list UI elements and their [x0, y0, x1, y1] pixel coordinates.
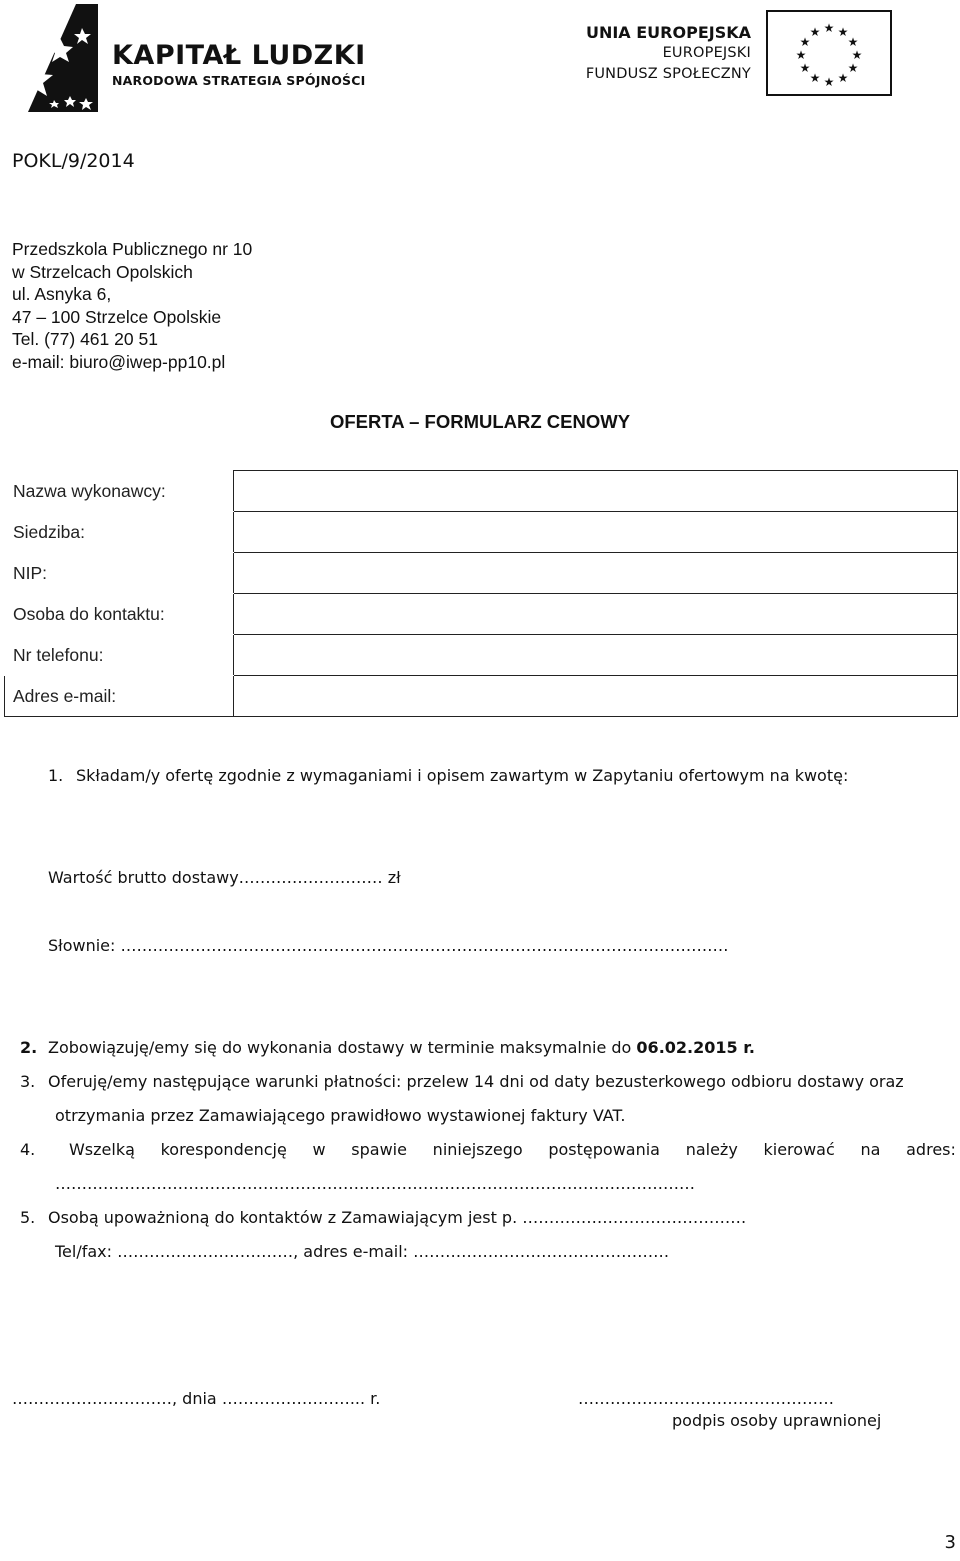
item-4-word: kierować: [763, 1140, 835, 1159]
email-field[interactable]: [234, 676, 958, 717]
email-label: , adres e-mail:: [293, 1242, 409, 1261]
phone-field[interactable]: [234, 635, 958, 676]
seat-field[interactable]: [234, 512, 958, 553]
item-number: 1.: [48, 766, 64, 785]
item-number: 2.: [20, 1038, 38, 1057]
signature-label: podpis osoby uprawnionej: [672, 1411, 882, 1430]
table-row: [5, 553, 958, 594]
delivery-deadline: 06.02.2015 r.: [636, 1038, 755, 1057]
field-label: NIP:: [5, 553, 234, 594]
correspondence-address-input[interactable]: …………………………………………………………………………………………………………: [55, 1174, 695, 1193]
in-words-input[interactable]: ……………………………………………………………………………………………………: [120, 936, 729, 955]
place-input[interactable]: …………………………: [12, 1389, 172, 1408]
address-line: e-mail: biuro@iwep-pp10.pl: [12, 351, 226, 372]
item-number: 3.: [20, 1072, 36, 1091]
gross-value-label: Wartość brutto dostawy: [48, 868, 239, 887]
svg-text:★: ★: [799, 35, 811, 49]
contact-line: [55, 1242, 669, 1261]
item-text: Zobowiązuję/emy się do wykonania dostawy w terminie maksymalnie do: [48, 1038, 632, 1057]
item-4-word: niniejszego: [432, 1140, 523, 1159]
svg-text:★: ★: [837, 71, 849, 85]
field-label: Adres e-mail:: [5, 676, 234, 717]
item-4-word: postępowania: [548, 1140, 660, 1159]
item-4: [20, 1140, 956, 1159]
kapital-ludzki-title: KAPITAŁ LUDZKI: [112, 40, 366, 71]
table-row: [5, 635, 958, 676]
item-number: 5.: [20, 1208, 36, 1227]
table-row: [5, 594, 958, 635]
recipient-address: [12, 238, 252, 374]
nip-field[interactable]: [234, 553, 958, 594]
kapital-ludzki-subtitle: NARODOWA STRATEGIA SPÓJNOŚCI: [112, 73, 366, 88]
year-suffix: . r.: [359, 1389, 381, 1408]
item-4-word: należy: [685, 1140, 738, 1159]
item-1: [48, 766, 848, 785]
svg-text:★: ★: [799, 61, 811, 75]
authorized-person-input[interactable]: ……………………………………: [522, 1208, 747, 1227]
item-3-continued: otrzymania przez Zamawiającego prawidłowo wystawionej faktury VAT.: [55, 1106, 626, 1125]
item-5: [20, 1208, 746, 1227]
contact-email-input[interactable]: …………………………………………: [413, 1242, 670, 1261]
item-4-word: w: [312, 1140, 326, 1159]
date-label: , dnia: [172, 1389, 217, 1408]
item-4-word: na: [860, 1140, 881, 1159]
address-line: Przedszkola Publicznego nr 10: [12, 239, 253, 259]
item-4-word: adres:: [906, 1140, 956, 1159]
signature-input[interactable]: …………………………………………: [578, 1389, 834, 1408]
field-label: Nr telefonu:: [5, 635, 234, 676]
page-number: 3: [944, 1532, 956, 1553]
place-date-line: [12, 1389, 380, 1408]
address-line: 47 – 100 Strzelce Opolskie: [12, 306, 222, 327]
item-number: 4.: [20, 1140, 36, 1159]
field-label: Siedziba:: [5, 512, 234, 553]
svg-text:★: ★: [847, 61, 859, 75]
gross-value-line: [48, 868, 401, 887]
svg-text:★: ★: [851, 48, 863, 62]
item-text: Składam/y ofertę zgodnie z wymaganiami i opisem zawartym w Zapytaniu ofertowym na kwotę:: [76, 766, 849, 785]
svg-text:★: ★: [847, 35, 859, 49]
item-text: Osobą upoważnioną do kontaktów z Zamawiającym jest p.: [48, 1208, 518, 1227]
item-text: Oferuję/emy następujące warunki płatności: przelew 14 dni od daty bezusterkowego odbioru dostawy oraz: [48, 1072, 904, 1091]
contractor-fields-table: [4, 470, 958, 717]
item-2: [20, 1038, 755, 1057]
svg-text:★: ★: [823, 75, 835, 89]
address-line: w Strzelcach Opolskich: [12, 261, 193, 282]
telfax-label: Tel/fax:: [55, 1242, 113, 1261]
kapital-ludzki-emblem-icon: [14, 4, 114, 114]
eu-line-3: FUNDUSZ SPOŁECZNY: [585, 66, 751, 82]
currency-label: zł: [387, 868, 401, 887]
reference-number: POKL/9/2014: [12, 150, 135, 172]
eu-flag-icon: [766, 10, 892, 96]
contractor-name-field[interactable]: [234, 471, 958, 512]
telfax-input[interactable]: ……………………………: [117, 1242, 294, 1261]
in-words-label: Słownie:: [48, 936, 116, 955]
table-row: [5, 512, 958, 553]
eu-line-2: EUROPEJSKI: [662, 45, 751, 61]
item-4-word: Wszelką: [68, 1140, 135, 1159]
item-4-word: korespondencję: [160, 1140, 287, 1159]
eu-logo-text: [585, 22, 751, 85]
field-label: Osoba do kontaktu:: [5, 594, 234, 635]
contact-person-field[interactable]: [234, 594, 958, 635]
table-row: [5, 471, 958, 512]
table-row: [5, 676, 958, 717]
date-input[interactable]: ……………………..: [221, 1389, 360, 1408]
item-3: [20, 1072, 904, 1091]
svg-text:★: ★: [823, 21, 835, 35]
form-title: OFERTA – FORMULARZ CENOWY: [329, 411, 631, 432]
gross-value-input[interactable]: ………………………: [238, 868, 383, 887]
svg-text:★: ★: [795, 48, 807, 62]
address-line: Tel. (77) 461 20 51: [12, 329, 158, 350]
address-line: ul. Asnyka 6,: [12, 284, 112, 305]
in-words-line: [48, 936, 729, 955]
field-label: Nazwa wykonawcy:: [5, 471, 234, 512]
eu-line-1: UNIA EUROPEJSKA: [585, 23, 751, 42]
svg-text:★: ★: [809, 71, 821, 85]
item-4-word: spawie: [351, 1140, 407, 1159]
svg-text:★: ★: [809, 25, 821, 39]
svg-text:★: ★: [837, 25, 849, 39]
